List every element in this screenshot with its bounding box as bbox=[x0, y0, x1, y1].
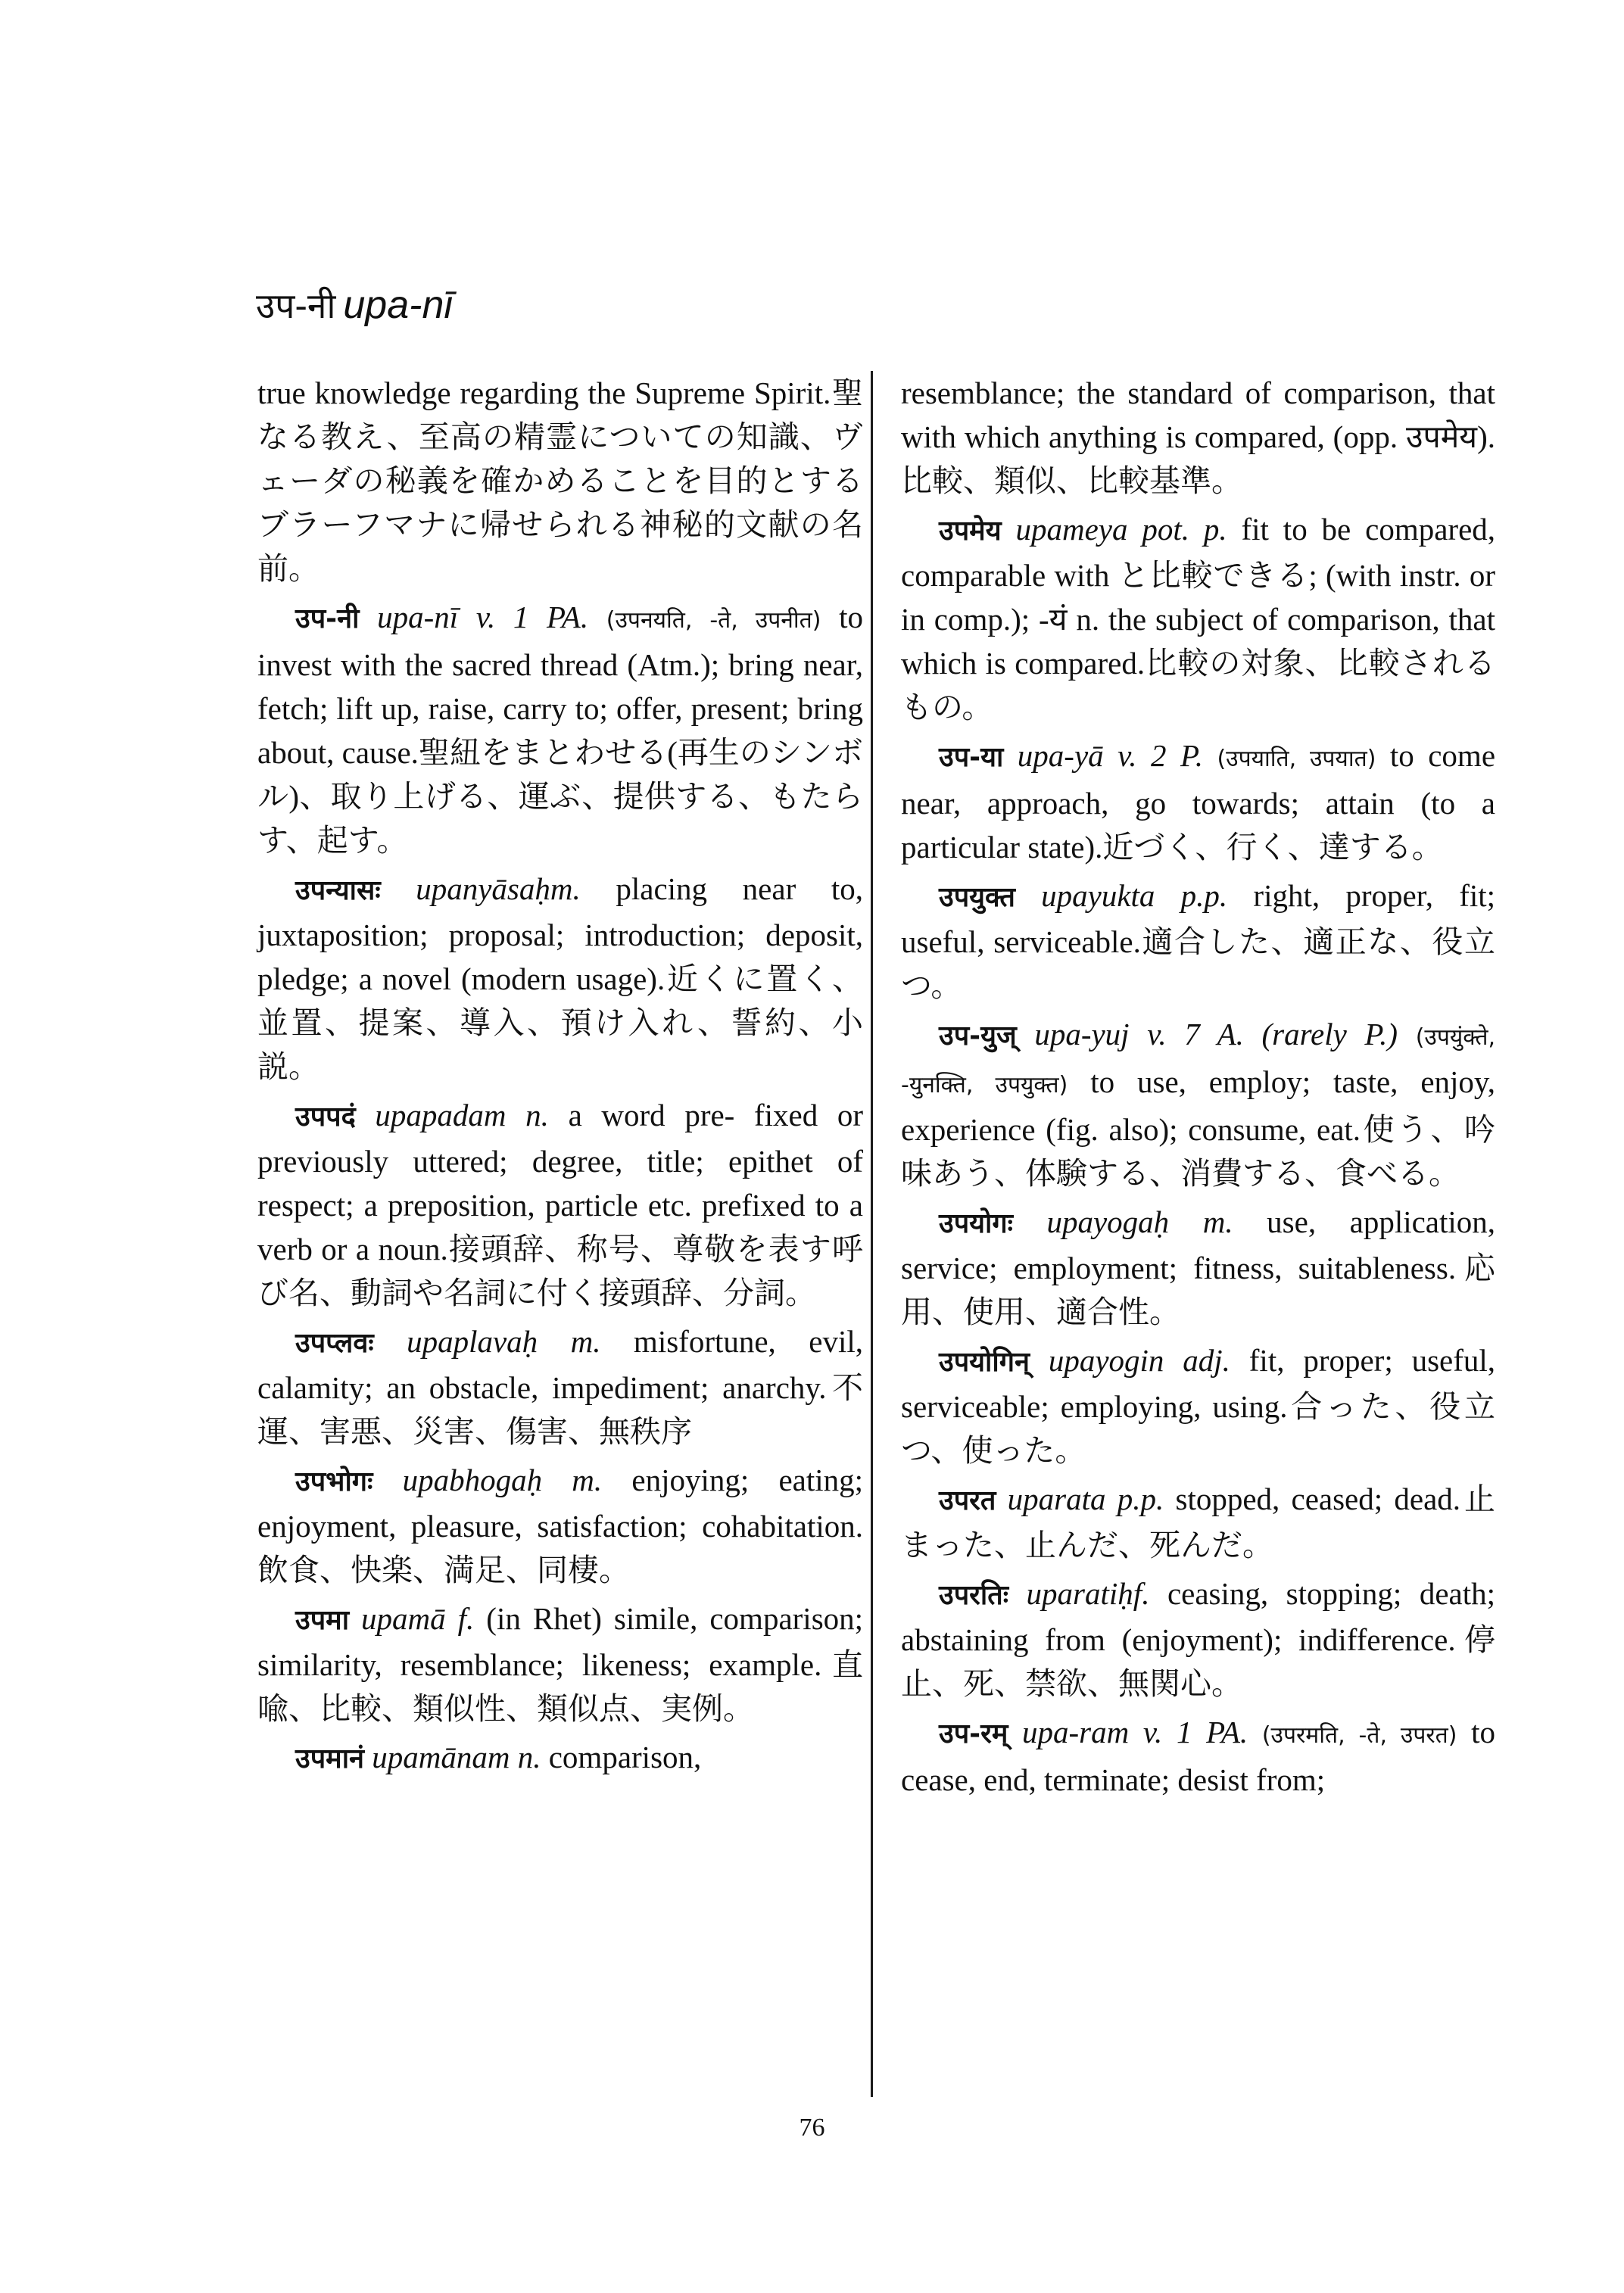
entry-headword: उपभोगः bbox=[295, 1466, 373, 1497]
entry-headword: उपमानं bbox=[295, 1743, 365, 1774]
entry-definition: misfortune, evil, calamity; an obstacle, impediment; anarchy.不運、害悪、災害、傷害、無秩序 bbox=[257, 1324, 863, 1449]
entry-definition: use, application, service; employment; fitness, suitableness.応用、使用、適合性。 bbox=[901, 1204, 1496, 1329]
entry-romanization: upamā bbox=[361, 1601, 446, 1636]
entry-romanization: upameya bbox=[1015, 512, 1128, 547]
dictionary-entry bbox=[257, 1458, 863, 1592]
entry-romanization: uparatiḥ bbox=[1026, 1576, 1133, 1611]
entry-romanization: upa-ram bbox=[1022, 1715, 1130, 1749]
dictionary-entry bbox=[257, 1735, 863, 1781]
entry-romanization: upabhogaḥ bbox=[402, 1463, 543, 1497]
entry-grammar: v. 2 P. bbox=[1117, 738, 1203, 773]
entry-grammar: m. bbox=[570, 1324, 601, 1359]
column-divider bbox=[871, 371, 873, 2097]
entry-grammar: v. 1 PA. bbox=[1142, 1715, 1248, 1749]
dictionary-entry bbox=[901, 1338, 1495, 1472]
entry-headword: उप-नी bbox=[295, 603, 360, 634]
entry-definition: stopped, ceased; dead.止まった、止んだ、死んだ。 bbox=[901, 1481, 1496, 1562]
entry-romanization: upa-yā bbox=[1017, 738, 1104, 773]
entry-definition: enjoying; eating; enjoyment, pleasure, satisfaction; cohabitation.飲食、快楽、満足、同棲。 bbox=[257, 1463, 864, 1587]
dictionary-entry bbox=[257, 1319, 863, 1453]
entry-romanization: uparata bbox=[1007, 1481, 1106, 1516]
entry-continuation bbox=[257, 371, 863, 590]
entry-romanization: upayogin bbox=[1048, 1343, 1164, 1378]
entry-grammar: pot. p. bbox=[1142, 512, 1227, 547]
dictionary-entry bbox=[901, 1572, 1495, 1706]
entry-definition: to invest with the sacred thread (Atm.); bring near, fetch; lift up, raise, carry to; offer, present; bring about, cause.聖紐をまとわせる(再生のシンボル)、取り上げる、運ぶ、提供する、もたらす、起す。 bbox=[257, 600, 864, 858]
entry-romanization: upapadam bbox=[375, 1098, 507, 1132]
entry-headword: उपयोगः bbox=[939, 1208, 1013, 1239]
dictionary-entry bbox=[901, 1710, 1495, 1802]
entry-grammar: v. 1 PA. bbox=[475, 600, 589, 634]
header-devanagari: उप-नी bbox=[256, 285, 336, 326]
dictionary-entry bbox=[901, 1012, 1495, 1195]
entry-definition: placing near to, juxtaposition; proposal; introduction; deposit, pledge; a novel (modern usage).近くに置く、並置、提案、導入、預け入れ、誓約、小説。 bbox=[257, 871, 863, 1084]
entry-grammar: n. bbox=[525, 1098, 549, 1132]
entry-definition: right, proper, fit; useful, serviceable.適合した、適正な、役立つ。 bbox=[901, 878, 1496, 1003]
entry-grammar: f. bbox=[1133, 1576, 1150, 1611]
entry-definition: resemblance; the standard of comparison, that with which anything is compared, (opp. उपमेय).比較、類似、比較基準。 bbox=[901, 375, 1495, 498]
entry-forms: (उपयुंक्ते, -युनक्ति, उपयुक्त) bbox=[901, 1024, 1495, 1098]
entry-headword: उपन्यासः bbox=[295, 875, 381, 906]
entry-romanization: upayogaḥ bbox=[1046, 1204, 1170, 1239]
entry-forms: (उपयाति, उपयात) bbox=[1217, 746, 1376, 772]
dictionary-entry bbox=[257, 1093, 863, 1315]
entry-grammar: m. bbox=[572, 1463, 603, 1497]
entry-romanization: upaplavaḥ bbox=[407, 1324, 538, 1359]
entry-headword: उपमा bbox=[295, 1605, 350, 1636]
dictionary-entry bbox=[901, 874, 1495, 1008]
entry-headword: उप-युज् bbox=[939, 1020, 1017, 1051]
entry-definition: (in Rhet) simile, comparison; similarity, resemblance; likeness; example.直喩、比較、類似性、類似点、実例。 bbox=[257, 1601, 864, 1726]
entry-forms: (उपरमति, -ते, उपरत) bbox=[1261, 1722, 1457, 1749]
right-column bbox=[901, 371, 1495, 1806]
dictionary-entry bbox=[901, 1200, 1495, 1334]
page-number: 76 bbox=[799, 2114, 825, 2142]
entry-continuation bbox=[901, 371, 1495, 503]
entry-grammar: p.p. bbox=[1117, 1481, 1164, 1516]
page-header bbox=[256, 280, 453, 330]
entry-grammar: p.p. bbox=[1180, 878, 1228, 913]
entry-definition: true knowledge regarding the Supreme Spirit.聖なる教え、至高の精霊についての知識、ヴェーダの秘義を確かめることを目的とするブラーフマナに帰せられる神秘的文献の名前。 bbox=[257, 375, 863, 586]
entry-headword: उप-रम् bbox=[939, 1718, 1008, 1749]
entry-definition: to cease, end, terminate; desist from; bbox=[901, 1715, 1496, 1797]
entry-grammar: m. bbox=[1202, 1204, 1233, 1239]
entry-headword: उपरत bbox=[939, 1485, 996, 1516]
entry-headword: उपयुक्त bbox=[939, 882, 1015, 913]
entry-grammar: f. bbox=[457, 1601, 475, 1636]
entry-romanization: upa-nī bbox=[377, 600, 459, 634]
entry-romanization: upanyāsaḥ bbox=[416, 871, 550, 906]
dictionary-entry bbox=[257, 867, 863, 1089]
entry-headword: उपयोगिन् bbox=[939, 1347, 1030, 1378]
entry-definition: a word pre- fixed or previously uttered; degree, title; epithet of respect; a preposition, particle etc. prefixed to a verb or a noun.接頭辞、称号、尊敬を表す呼び名、動詞や名詞に付く接頭辞、分詞。 bbox=[257, 1098, 864, 1310]
entry-headword: उप-या bbox=[939, 742, 1004, 773]
entry-headword: उपमेय bbox=[939, 516, 1002, 547]
entry-headword: उपपदं bbox=[295, 1101, 356, 1132]
dictionary-entry bbox=[901, 507, 1495, 729]
entry-headword: उपरतिः bbox=[939, 1580, 1009, 1611]
entry-headword: उपप्लवः bbox=[295, 1328, 374, 1359]
dictionary-entry bbox=[901, 1477, 1495, 1567]
entry-grammar: n. bbox=[517, 1740, 541, 1774]
entry-grammar: m. bbox=[550, 871, 581, 906]
entry-definition: ceasing, stopping; death; abstaining from (enjoyment); indifference.停止、死、禁欲、無関心。 bbox=[901, 1576, 1495, 1701]
entry-definition: comparison, bbox=[548, 1740, 702, 1774]
entry-definition: to come near, approach, go towards; attain (to a particular state).近づく、行く、達する。 bbox=[901, 738, 1496, 865]
entry-definition: fit, proper; useful, serviceable; employing, using.合った、役立つ、使った。 bbox=[901, 1343, 1496, 1468]
header-roman: upa-nī bbox=[343, 283, 453, 327]
dictionary-entry bbox=[257, 1597, 863, 1731]
entry-romanization: upamānam bbox=[372, 1740, 510, 1774]
entry-romanization: upayukta bbox=[1041, 878, 1155, 913]
dictionary-entry bbox=[257, 595, 863, 862]
entry-romanization: upa-yuj bbox=[1034, 1017, 1130, 1051]
entry-grammar: adj. bbox=[1183, 1343, 1230, 1378]
entry-definition: fit to be compared, comparable with と比較できる; (with instr. or in comp.); -यं n. the subject of comparison, that which is compared.比較の対象、比較されるもの。 bbox=[901, 512, 1496, 724]
entry-forms: (उपनयति, -ते, उपनीत) bbox=[606, 607, 821, 634]
entry-grammar: v. 7 A. (rarely P.) bbox=[1147, 1017, 1398, 1051]
dictionary-entry bbox=[901, 734, 1495, 869]
left-column bbox=[257, 371, 863, 1786]
entry-definition: to use, employ; taste, enjoy, experience (fig. also); consume, eat.使う、吟味あう、体験する、消費する、食べる。 bbox=[901, 1064, 1495, 1191]
